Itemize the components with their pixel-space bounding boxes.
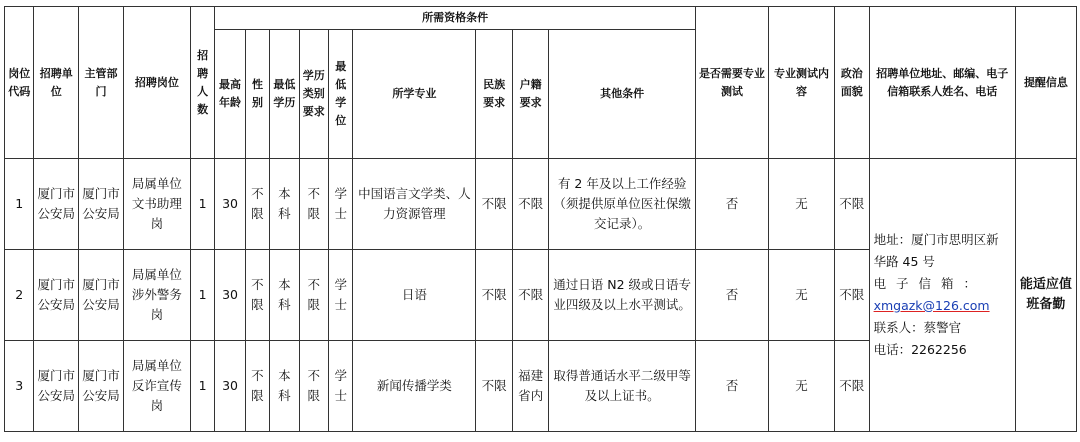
header-test-content: 专业测试内容: [769, 7, 835, 159]
header-hukou: 户籍要求: [512, 30, 549, 159]
cell-other: 取得普通话水平二级甲等及以上证书。: [549, 341, 695, 432]
cell-degree: 学士: [329, 250, 353, 341]
cell-degree: 学士: [329, 159, 353, 250]
cell-unit: 厦门市公安局: [34, 159, 79, 250]
cell-edu-type: 不限: [299, 250, 328, 341]
cell-ethnic: 不限: [476, 250, 513, 341]
cell-code: 1: [5, 159, 34, 250]
cell-unit: 厦门市公安局: [34, 341, 79, 432]
cell-gender: 不限: [245, 250, 269, 341]
cell-remind: 能适应值班备勤: [1015, 159, 1076, 432]
cell-test-req: 否: [695, 250, 768, 341]
cell-hukou: 不限: [512, 250, 549, 341]
contact-email-label: 电 子 信 箱 ：: [873, 276, 979, 291]
header-code: 岗位代码: [5, 7, 34, 159]
header-unit: 招聘单位: [34, 7, 79, 159]
cell-test-content: 无: [769, 250, 835, 341]
header-major: 所学专业: [353, 30, 476, 159]
cell-contact: [869, 159, 1015, 432]
cell-unit: 厦门市公安局: [34, 250, 79, 341]
cell-hukou: 不限: [512, 159, 549, 250]
recruitment-table: [4, 6, 1077, 432]
cell-gender: 不限: [245, 159, 269, 250]
contact-person: 联系人：蔡警官: [873, 320, 962, 335]
cell-age: 30: [215, 250, 245, 341]
cell-political: 不限: [835, 159, 870, 250]
cell-num: 1: [190, 250, 214, 341]
header-contact: 招聘单位地址、邮编、电子信箱联系人姓名、电话: [869, 7, 1015, 159]
header-political: 政治面貌: [835, 7, 870, 159]
table-row: [5, 159, 1077, 250]
cell-edu-type: 不限: [299, 341, 328, 432]
cell-post: 局属单位文书助理岗: [123, 159, 190, 250]
cell-age: 30: [215, 341, 245, 432]
header-gender: 性别: [245, 30, 269, 159]
cell-edu: 本科: [270, 341, 299, 432]
contact-email-link[interactable]: xmgazk@126.com: [873, 298, 990, 313]
header-degree: 最低学位: [329, 30, 353, 159]
cell-num: 1: [190, 159, 214, 250]
cell-test-req: 否: [695, 341, 768, 432]
header-remind: 提醒信息: [1015, 7, 1076, 159]
header-edu: 最低学历: [270, 30, 299, 159]
cell-major: 新闻传播学类: [353, 341, 476, 432]
cell-edu: 本科: [270, 250, 299, 341]
cell-post: 局属单位反诈宣传岗: [123, 341, 190, 432]
contact-phone: 电话：2262256: [873, 342, 967, 357]
header-num: 招聘人数: [190, 7, 214, 159]
cell-gender: 不限: [245, 341, 269, 432]
cell-edu-type: 不限: [299, 159, 328, 250]
cell-post: 局属单位涉外警务岗: [123, 250, 190, 341]
cell-ethnic: 不限: [476, 159, 513, 250]
cell-code: 3: [5, 341, 34, 432]
header-edu-type: 学历类别要求: [299, 30, 328, 159]
cell-other: 有 2 年及以上工作经验（须提供原单位医社保缴交记录）。: [549, 159, 695, 250]
cell-political: 不限: [835, 341, 870, 432]
cell-ethnic: 不限: [476, 341, 513, 432]
header-other: 其他条件: [549, 30, 695, 159]
cell-age: 30: [215, 159, 245, 250]
cell-code: 2: [5, 250, 34, 341]
cell-degree: 学士: [329, 341, 353, 432]
cell-dept: 厦门市公安局: [79, 159, 124, 250]
cell-major: 日语: [353, 250, 476, 341]
cell-dept: 厦门市公安局: [79, 341, 124, 432]
cell-hukou: 福建省内: [512, 341, 549, 432]
header-age: 最高年龄: [215, 30, 245, 159]
cell-test-req: 否: [695, 159, 768, 250]
cell-dept: 厦门市公安局: [79, 250, 124, 341]
cell-edu: 本科: [270, 159, 299, 250]
cell-political: 不限: [835, 250, 870, 341]
header-dept: 主管部门: [79, 7, 124, 159]
cell-other: 通过日语 N2 级或日语专业四级及以上水平测试。: [549, 250, 695, 341]
cell-num: 1: [190, 341, 214, 432]
header-post: 招聘岗位: [123, 7, 190, 159]
cell-major: 中国语言文学类、人力资源管理: [353, 159, 476, 250]
header-qualification-group: 所需资格条件: [215, 7, 696, 30]
header-test-req: 是否需要专业测试: [695, 7, 768, 159]
header-ethnic: 民族要求: [476, 30, 513, 159]
cell-test-content: 无: [769, 341, 835, 432]
contact-address: 地址：厦门市思明区新华路 45 号: [873, 232, 999, 269]
cell-test-content: 无: [769, 159, 835, 250]
